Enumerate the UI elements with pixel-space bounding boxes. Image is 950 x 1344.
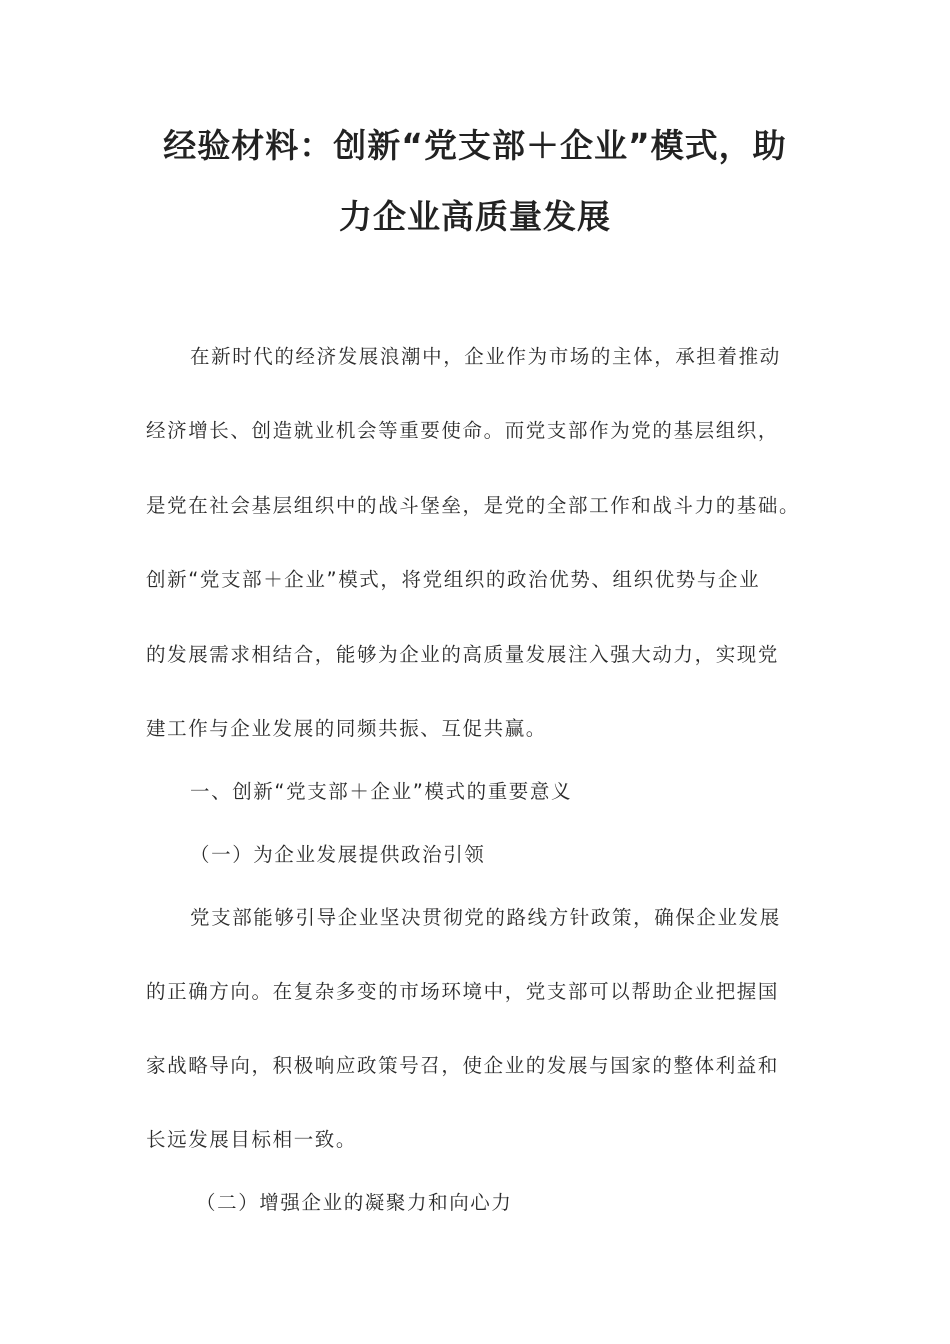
intro-paragraph-line: 的发展需求相结合，能够为企业的高质量发展注入强大动力，实现党	[146, 643, 780, 666]
document-title-line-2: 力企业高质量发展	[339, 197, 611, 236]
intro-paragraph-line: 建工作与企业发展的同频共振、互促共赢。	[146, 717, 547, 740]
subsection-heading: （一）为企业发展提供政治引领	[190, 843, 486, 866]
body-paragraph-line: 党支部能够引导企业坚决贯彻党的路线方针政策，确保企业发展	[190, 906, 781, 929]
body-paragraph-line: 长远发展目标相一致。	[146, 1128, 358, 1151]
intro-paragraph-line: 在新时代的经济发展浪潮中，企业作为市场的主体，承担着推动	[190, 345, 781, 368]
intro-paragraph-line: 是党在社会基层组织中的战斗堡垒，是党的全部工作和战斗力的基础。	[146, 494, 801, 517]
body-paragraph-line: 的正确方向。在复杂多变的市场环境中，党支部可以帮助企业把握国	[146, 980, 780, 1003]
intro-paragraph-line: 创新“党支部＋企业”模式，将党组织的政治优势、组织优势与企业	[146, 568, 761, 591]
body-paragraph-line: 家战略导向，积极响应政策号召，使企业的发展与国家的整体利益和	[146, 1054, 780, 1077]
subsection-heading: （二）增强企业的凝聚力和向心力	[196, 1191, 513, 1214]
document-title-line-1: 经验材料：创新“党支部＋企业”模式，助	[163, 126, 787, 165]
intro-paragraph-line: 经济增长、创造就业机会等重要使命。而党支部作为党的基层组织，	[146, 419, 780, 442]
section-heading: 一、创新“党支部＋企业”模式的重要意义	[190, 780, 573, 803]
